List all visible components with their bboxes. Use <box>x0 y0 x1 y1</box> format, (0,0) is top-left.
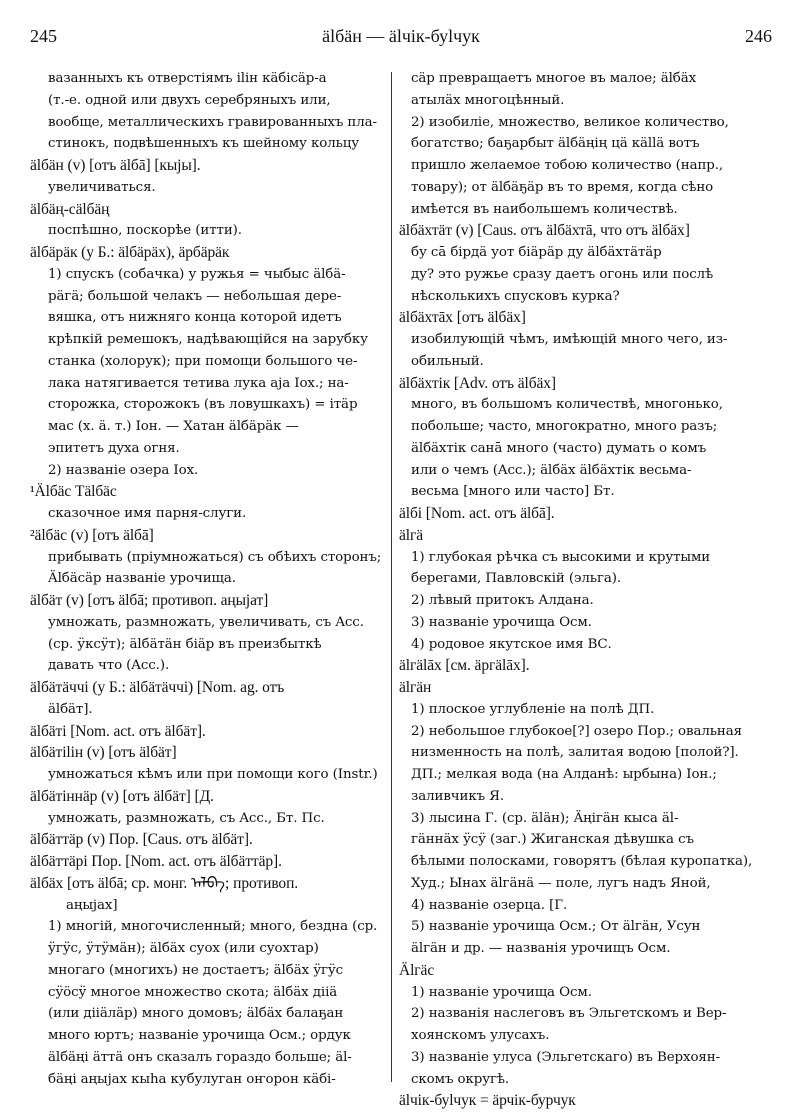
text-line: лака натягивается тетива лука аја Іох.; на- <box>48 375 349 391</box>
text-line: товару); от älбäҕäр въ то время, когда сѣно <box>411 179 714 195</box>
right-column <box>399 68 787 1110</box>
text-line: умножать, размножать, съ Acc., Бт. Пс. <box>48 810 325 826</box>
text-line: 2) названіе озера Іох. <box>48 462 199 478</box>
text-line: вяшка, отъ нижняго конца которой идетъ <box>48 310 342 326</box>
text-line: älбäт]. <box>48 701 93 717</box>
column-divider <box>391 72 392 1082</box>
entry-headword: älбäтiннäр (v) [отъ älбäт] [Д. <box>30 787 214 805</box>
text-line: вообще, металлическихъ гравированныхъ пла- <box>48 114 377 130</box>
text-line: Älбäсäр названіе урочища. <box>48 571 236 587</box>
entry-headword: älбäті [Nom. act. отъ älбäт]. <box>30 722 206 740</box>
page-number-left: 245 <box>30 26 57 46</box>
text-line: älбäңi äттä онъ сказалъ гораздо больше; äl- <box>48 1049 352 1065</box>
text-line: изобилующій чѣмъ, имѣющій много чего, из- <box>411 332 728 347</box>
text-line: 2) изобиліе, множество, великое количество, <box>411 114 729 130</box>
text-line: мас (х. ä. т.) Іон. — Хатан älбäрäк — <box>48 419 299 434</box>
left-column <box>30 68 382 1098</box>
page-header <box>30 26 772 60</box>
text-line: или о чемъ (Acc.); älбäх älбäхтік весьма- <box>411 462 692 478</box>
text-line: стинокъ, подвѣшенныхъ къ шейному кольцу <box>48 136 360 152</box>
text-line: (ср. ӱксӱт); älбäтäн біäр въ преизбыткѣ <box>48 636 322 652</box>
text-line: рäгä; большой челакъ — небольшая дере- <box>48 288 342 304</box>
entry-headword: älбäрäк (у Б.: älбäрäх), äрбäрäк <box>30 244 230 261</box>
text-line: давать что (Acc.). <box>48 658 170 674</box>
text-line: ДП.; мелкая вода (на Алданѣ: ырбына) Іон.; <box>411 767 717 782</box>
entry-headword: älбäт (v) [отъ älбā; противоп. аңыјат] <box>30 592 269 609</box>
entry-headword: ¹Älбäс Тälбäс <box>30 483 117 501</box>
text-line: сторожка, сторожокъ (въ ловушкахъ) = ітäр <box>48 397 358 413</box>
text-line: 4) названіе озерца. [Г. <box>411 897 568 913</box>
text-line: низменность на полѣ, залитая водою [полой?]. <box>411 745 739 761</box>
text-line: скомъ округѣ. <box>411 1071 510 1087</box>
text-line: имѣется въ наибольшемъ количествѣ. <box>411 201 678 217</box>
text-line: (т.-е. одной или двухъ серебряныхъ или, <box>48 92 331 108</box>
entry-headword: älбäттäрі Пор. [Nom. act. отъ älбäттäр]. <box>30 853 282 870</box>
text-line: бѣлыми полосками, говорятъ (бѣлая куропатка), <box>411 854 753 869</box>
entry-headword: älбäхтäт (v) [Caus. отъ älбäхтā, что отъ älбäх] <box>399 222 690 240</box>
entry-headword: älбäх [отъ älбā; ср. монг. ᠠᠯᠪᠠ; противоп. <box>30 874 299 892</box>
text-line: станка (холорук); при помощи большого че- <box>48 353 358 369</box>
text-line: много юртъ; названіе урочища Осм.; ордук <box>48 1028 351 1043</box>
entry-headword: ²älбäс (v) [отъ älбā] <box>30 526 154 544</box>
text-line: 1) названіе урочища Осм. <box>411 984 592 1000</box>
entry-headword: älбäтiliн (v) [отъ älбäт] <box>30 744 177 762</box>
entry-headword: älгälāх [см. äргälāх]. <box>399 657 530 675</box>
text-line: хоянскомъ улусахъ. <box>411 1028 550 1043</box>
text-line: аңыјах] <box>66 897 118 913</box>
text-line: нѣсколькихъ спусковъ курка? <box>411 288 620 304</box>
text-line: сäр превращаетъ многое въ малое; älбäх <box>411 71 697 86</box>
text-line: 1) плоское углубленіе на полѣ ДП. <box>411 701 655 717</box>
text-line: поспѣшно, поскорѣе (итти). <box>48 223 242 239</box>
text-line: 5) названіе урочища Осм.; От älгäн, Усун <box>411 919 701 935</box>
text-line: богатство; баҕарбыт älбäңiң цä кällä вотъ <box>411 136 700 152</box>
entry-headword: älбäтäччі (у Б.: älбäтäччі) [Nom. ag. отъ <box>30 679 285 696</box>
text-line: älгäн и др. — названія урочищъ Осм. <box>411 941 671 956</box>
entry-headword: älбäң-сälбäң <box>30 200 110 218</box>
text-line: 1) глубокая рѣчка съ высокими и крутыми <box>411 549 711 565</box>
entry-headword: älбäн (v) [отъ älбā] [кыјы]. <box>30 157 201 174</box>
text-line: атылäх многоцѣнный. <box>411 92 565 108</box>
text-line: бäңi аңыјах кыһа кубулуган оҥорон кäбі- <box>48 1071 336 1087</box>
text-line: 3) названіе урочища Осм. <box>411 614 592 630</box>
entry-headword: älчік-буlчук = äрчік-бурчук <box>399 1092 576 1110</box>
text-line: 3) названіе улуса (Эльгетскаго) въ Верхоян- <box>411 1049 721 1065</box>
text-line: крѣпкій ремешокъ, надѣвающійся на зарубку <box>48 332 368 347</box>
text-line: сӱöсӱ многое множество скота; älбäх діiä <box>48 984 338 1000</box>
entry-headword: Älгäс <box>399 961 435 979</box>
text-line: прибывать (пріумножаться) съ обѣихъ сторонъ; <box>48 549 382 565</box>
text-line: обильный. <box>411 353 484 369</box>
text-line: ӱгӱс, ӱтӱмäн); älбäх суох (или суохтар) <box>48 941 319 956</box>
text-line: Худ.; Ынах älгäнä — поле, лугъ надъ Яной, <box>411 875 711 891</box>
text-line: умножаться кѣмъ или при помощи кого (Instr.) <box>48 767 378 782</box>
text-line: гäннäх ӱсӱ (заг.) Жиганская дѣвушка съ <box>411 832 694 848</box>
text-line: älбäхтік санā много (часто) думать о комъ <box>411 440 707 456</box>
entry-headword: älгä <box>399 526 424 544</box>
text-line: многаго (многихъ) не достаетъ; älбäх ӱгӱс <box>48 962 344 978</box>
text-line: много, въ большомъ количествѣ, многонько, <box>411 397 723 413</box>
text-line: побольше; часто, многократно, много разъ; <box>411 419 718 434</box>
entry-headword: älбäхтік [Adv. отъ älбäх] <box>399 374 556 392</box>
text-line: ду? это ружье сразу даетъ огонь или послѣ <box>411 266 714 282</box>
entry-headword: älбі [Nom. act. отъ älбā]. <box>399 505 555 522</box>
entry-headword: älбäхтāх [отъ älбäх] <box>399 309 526 327</box>
text-line: эпитетъ духа огня. <box>48 440 180 456</box>
entry-headword: älгäн <box>399 679 432 696</box>
text-line: 4) родовое якутское имя ВС. <box>411 636 612 652</box>
text-line: 1) многій, многочисленный; много, бездна (ср. <box>48 919 378 935</box>
text-line: увеличиваться. <box>48 179 156 195</box>
entry-headword: älбäттäр (v) Пор. [Caus. отъ älбäт]. <box>30 831 253 849</box>
text-line: 2) названія наслеговъ въ Эльгетскомъ и Вер- <box>411 1006 727 1022</box>
text-line: заливчикъ Я. <box>411 788 505 804</box>
text-line: вазанныхъ къ отверстіямъ ilін кäбiсäр-а <box>48 71 327 86</box>
text-line: 3) лысина Г. (ср. äläн); Äңiгäн кыса äl- <box>411 810 679 826</box>
text-line: пришло желаемое тобою количество (напр., <box>411 158 724 173</box>
text-line: весьма [много или часто] Бт. <box>411 484 615 500</box>
text-line: умножать, размножать, увеличивать, съ Acc. <box>48 614 364 630</box>
text-line: берегами, Павловскій (эльга). <box>411 571 622 587</box>
page-number-right: 246 <box>745 26 772 46</box>
text-line: 2) небольшое глубокое[?] озеро Пор.; овальная <box>411 723 742 739</box>
text-line: бу сā бірдä уот біäрäр ду älбäхтäтäр <box>411 245 662 260</box>
running-title: älбäн — älчік-буlчук <box>322 26 480 46</box>
text-line: 2) лѣвый притокъ Алдана. <box>411 593 594 608</box>
text-line: 1) спускъ (собачка) у ружья = чыбыс älбä- <box>48 266 346 282</box>
text-line: сказочное имя парня-слуги. <box>48 506 247 521</box>
text-line: (или діiäлäр) много домовъ; älбäх балаҕан <box>48 1006 344 1022</box>
